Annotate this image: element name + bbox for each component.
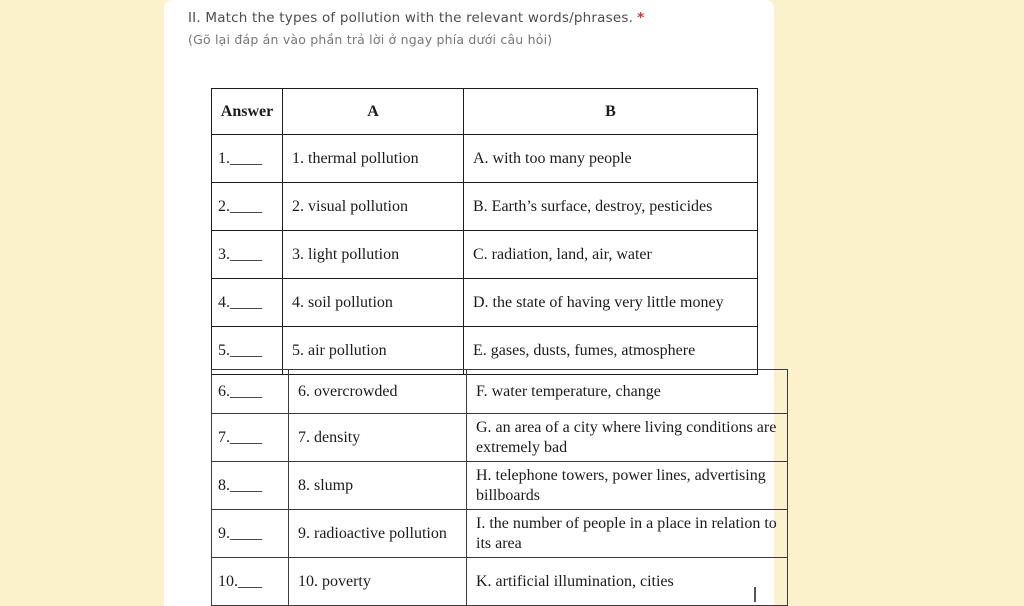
matching-table-upper: [211, 88, 758, 375]
text-cursor: [754, 587, 756, 602]
answer-blank: 3.____: [212, 231, 283, 279]
header-column-a: A: [283, 89, 464, 135]
table-header-row: [212, 89, 758, 135]
table-row: [212, 231, 758, 279]
table-row: [212, 510, 788, 558]
table-row: [212, 558, 788, 606]
answer-blank: 2.____: [212, 183, 283, 231]
column-b-item: K. artificial illumination, cities: [467, 558, 788, 606]
column-a-item: 6. overcrowded: [289, 370, 467, 414]
question-card: [164, 0, 777, 606]
table-row: [212, 279, 758, 327]
table-row: [212, 135, 758, 183]
column-b-item: B. Earth’s surface, destroy, pesticides: [464, 183, 758, 231]
question-subtitle: (Gõ lại đáp án vào phần trả lời ở ngay phía dưới câu hỏi): [188, 32, 553, 48]
column-a-item: 8. slump: [289, 462, 467, 510]
required-asterisk: *: [637, 10, 645, 26]
answer-blank: 4.____: [212, 279, 283, 327]
column-a-item: 7. density: [289, 414, 467, 462]
column-a-item: 10. poverty: [289, 558, 467, 606]
column-a-item: 2. visual pollution: [283, 183, 464, 231]
answer-blank: 5.____: [212, 327, 283, 375]
answer-blank: 1.____: [212, 135, 283, 183]
question-title-text: II. Match the types of pollution with the relevant words/phrases.: [188, 10, 634, 26]
header-answer: Answer: [212, 89, 283, 135]
table-row: [212, 462, 788, 510]
column-b-item: C. radiation, land, air, water: [464, 231, 758, 279]
table-row: [212, 183, 758, 231]
answer-blank: 8.____: [212, 462, 289, 510]
answer-blank: 10.___: [212, 558, 289, 606]
answer-blank: 7.____: [212, 414, 289, 462]
table-row: [212, 370, 788, 414]
column-b-item: G. an area of a city where living conditions are extremely bad: [467, 414, 788, 462]
column-a-item: 5. air pollution: [283, 327, 464, 375]
table-row: [212, 414, 788, 462]
column-a-item: 9. radioactive pollution: [289, 510, 467, 558]
matching-table-lower: [211, 369, 788, 606]
column-b-item: A. with too many people: [464, 135, 758, 183]
header-column-b: B: [464, 89, 758, 135]
table-row: [212, 327, 758, 375]
column-b-item: D. the state of having very little money: [464, 279, 758, 327]
column-b-item: F. water temperature, change: [467, 370, 788, 414]
column-b-item: H. telephone towers, power lines, advertising billboards: [467, 462, 788, 510]
column-b-item: I. the number of people in a place in relation to its area: [467, 510, 788, 558]
answer-blank: 9.____: [212, 510, 289, 558]
column-b-item: E. gases, dusts, fumes, atmosphere: [464, 327, 758, 375]
column-a-item: 4. soil pollution: [283, 279, 464, 327]
column-a-item: 3. light pollution: [283, 231, 464, 279]
question-block: [164, 0, 774, 47]
answer-blank: 6.____: [212, 370, 289, 414]
question-title: [188, 9, 750, 27]
column-a-item: 1. thermal pollution: [283, 135, 464, 183]
